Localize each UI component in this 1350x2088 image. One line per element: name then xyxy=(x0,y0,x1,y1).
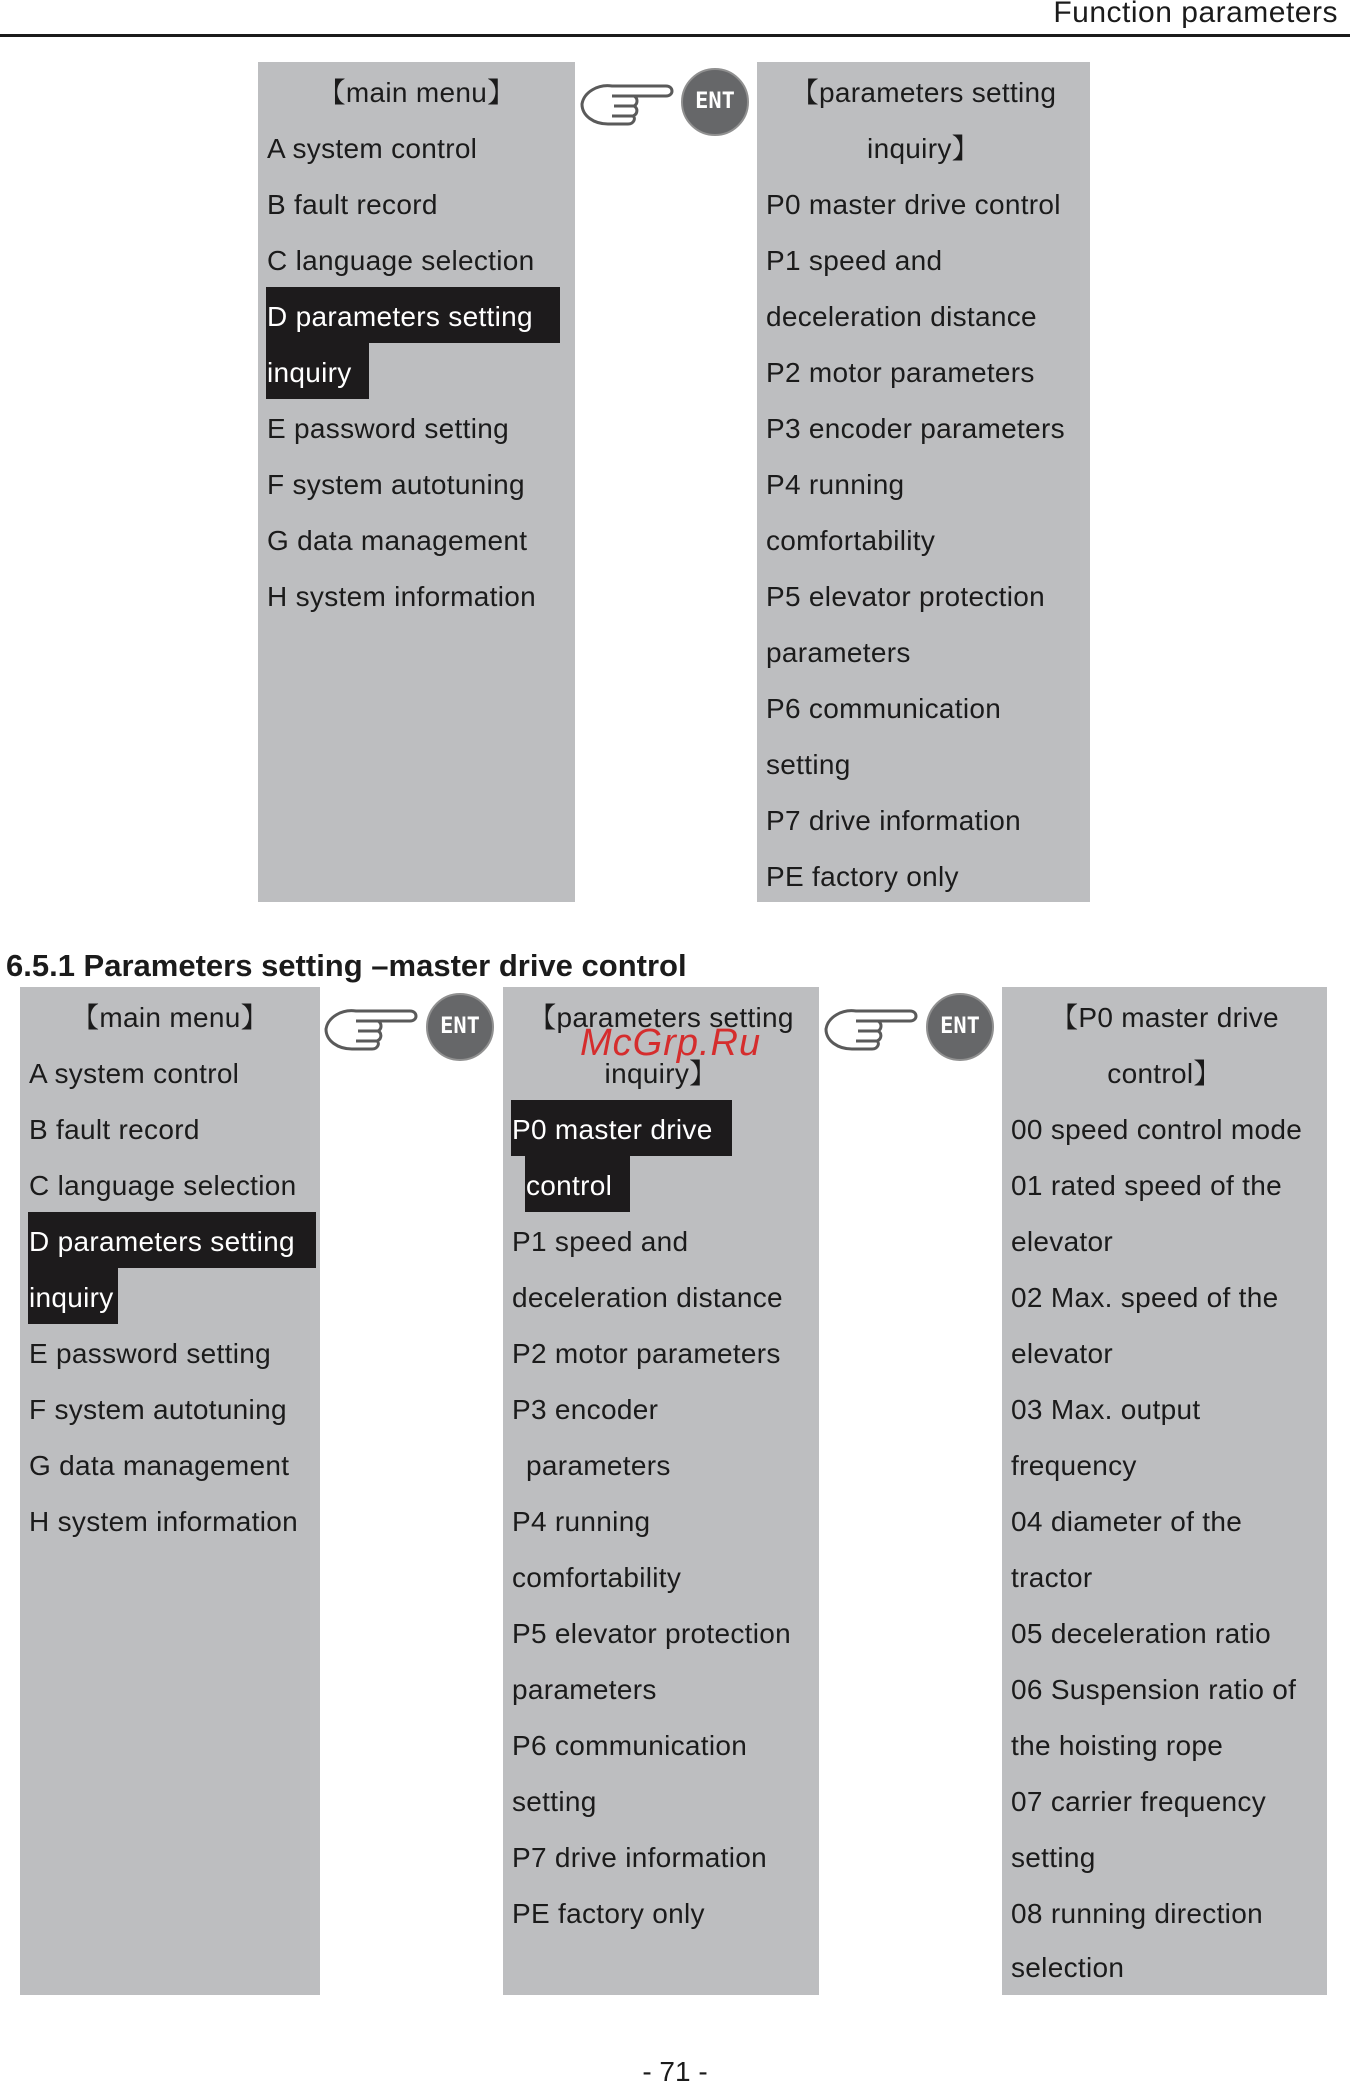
parameters-menu-title: 【parameters setting xyxy=(790,77,1057,108)
param-item-p6-2: P6 communication xyxy=(512,1730,748,1761)
param-item-p1-cont-2: deceleration distance xyxy=(512,1282,783,1313)
param-item-p0-2: P0 master drive xyxy=(512,1114,713,1145)
watermark: McGrp.Ru xyxy=(580,1022,762,1064)
p0-item-02-cont: elevator xyxy=(1011,1338,1114,1369)
param-item-p4: P4 running xyxy=(766,469,905,500)
param-item-pe: PE factory only xyxy=(766,861,959,892)
section-heading: 6.5.1 Parameters setting –master drive control xyxy=(6,948,687,983)
param-item-pe-2: PE factory only xyxy=(512,1898,705,1929)
param-item-p1-cont: deceleration distance xyxy=(766,301,1037,332)
param-item-p4-cont-2: comfortability xyxy=(512,1562,682,1593)
param-item-p6-cont: setting xyxy=(766,749,851,780)
p0-item-04: 04 diameter of the xyxy=(1011,1506,1243,1537)
parameters-menu-title-cont: inquiry】 xyxy=(867,133,980,164)
parameters-menu-panel-2 xyxy=(503,987,819,1995)
p0-item-05: 05 deceleration ratio xyxy=(1011,1618,1272,1649)
main-menu-panel xyxy=(258,62,575,902)
p0-item-08-cont: selection xyxy=(1011,1952,1125,1983)
param-item-p2: P2 motor parameters xyxy=(766,357,1035,388)
menu-item-system-information-2: H system information xyxy=(29,1506,298,1537)
ent-key-icon xyxy=(680,67,750,137)
p0-menu-panel xyxy=(1002,987,1327,1995)
param-item-p3: P3 encoder parameters xyxy=(766,413,1065,444)
main-menu-title-2: 【main menu】 xyxy=(71,1002,269,1033)
header-divider xyxy=(0,34,1350,37)
p0-item-00: 00 speed control mode xyxy=(1011,1114,1303,1145)
param-item-p3-2: P3 encoder xyxy=(512,1394,659,1425)
parameters-menu-title-2: 【parameters setting xyxy=(528,1002,794,1033)
param-item-p6: P6 communication xyxy=(766,693,1002,724)
menu-item-password-setting: E password setting xyxy=(267,413,509,444)
p0-item-01-cont: elevator xyxy=(1011,1226,1114,1257)
param-item-p7-2: P7 drive information xyxy=(512,1842,768,1873)
param-item-p5-cont: parameters xyxy=(766,637,911,668)
p0-item-06: 06 Suspension ratio of xyxy=(1011,1674,1297,1705)
p0-item-03: 03 Max. output xyxy=(1011,1394,1201,1425)
param-item-p6-cont-2: setting xyxy=(512,1786,597,1817)
p0-item-06-cont: the hoisting rope xyxy=(1011,1730,1224,1761)
parameters-menu-panel xyxy=(757,62,1090,902)
menu-item-data-management-2: G data management xyxy=(29,1450,290,1481)
menu-item-data-management: G data management xyxy=(267,525,528,556)
menu-item-system-autotuning-2: F system autotuning xyxy=(29,1394,287,1425)
p0-item-02: 02 Max. speed of the xyxy=(1011,1282,1279,1313)
p0-item-07-cont: setting xyxy=(1011,1842,1096,1873)
param-item-p4-cont: comfortability xyxy=(766,525,936,556)
page-number: - 71 - xyxy=(642,2056,708,2087)
p0-menu-title-cont: control】 xyxy=(1107,1058,1222,1089)
menu-item-system-control-2: A system control xyxy=(29,1058,240,1089)
ent-key-label-2: ENT xyxy=(440,1014,480,1039)
ent-key-label-3: ENT xyxy=(940,1014,980,1039)
pointing-hand-icon-3 xyxy=(822,999,922,1059)
param-item-p1: P1 speed and xyxy=(766,245,943,276)
parameters-menu-title-cont-2: inquiry】 xyxy=(604,1058,718,1089)
ent-key-icon-2 xyxy=(425,992,495,1062)
param-item-p0: P0 master drive control xyxy=(766,189,1061,220)
pointing-hand-icon-2 xyxy=(322,999,422,1059)
p0-menu-title: 【P0 master drive xyxy=(1050,1002,1279,1033)
ent-key-icon-3 xyxy=(925,992,995,1062)
param-item-p3-cont-2: parameters xyxy=(526,1450,671,1481)
menu-item-parameters-setting-2: D parameters setting xyxy=(29,1226,295,1257)
p0-item-03-cont: frequency xyxy=(1011,1450,1137,1481)
menu-item-parameters-setting-cont: inquiry xyxy=(267,357,352,388)
menu-item-fault-record-2: B fault record xyxy=(29,1114,200,1145)
menu-item-language-selection-2: C language selection xyxy=(29,1170,297,1201)
main-menu-panel-2 xyxy=(20,987,320,1995)
pointing-hand-icon xyxy=(578,74,678,134)
menu-item-fault-record: B fault record xyxy=(267,189,438,220)
param-item-p2-2: P2 motor parameters xyxy=(512,1338,781,1369)
param-item-p5-2: P5 elevator protection xyxy=(512,1618,791,1649)
param-item-p7: P7 drive information xyxy=(766,805,1022,836)
param-item-p5: P5 elevator protection xyxy=(766,581,1045,612)
main-menu-title: 【main menu】 xyxy=(317,77,516,108)
param-item-p5-cont-2: parameters xyxy=(512,1674,657,1705)
p0-item-04-cont: tractor xyxy=(1011,1562,1093,1593)
param-item-p1-2: P1 speed and xyxy=(512,1226,689,1257)
menu-item-system-information: H system information xyxy=(267,581,536,612)
header-title: Function parameters xyxy=(1053,0,1338,29)
param-item-p0-cont-2: control xyxy=(526,1170,613,1201)
menu-item-parameters-setting: D parameters setting xyxy=(267,301,533,332)
p0-item-01: 01 rated speed of the xyxy=(1011,1170,1282,1201)
menu-item-system-control: A system control xyxy=(267,133,478,164)
menu-item-system-autotuning: F system autotuning xyxy=(267,469,525,500)
ent-key-label: ENT xyxy=(695,89,735,114)
menu-item-parameters-setting-cont-2: inquiry xyxy=(29,1282,114,1313)
menu-item-language-selection: C language selection xyxy=(267,245,535,276)
menu-item-password-setting-2: E password setting xyxy=(29,1338,271,1369)
param-item-p4-2: P4 running xyxy=(512,1506,651,1537)
p0-item-08: 08 running direction xyxy=(1011,1898,1263,1929)
p0-item-07: 07 carrier frequency xyxy=(1011,1786,1267,1817)
